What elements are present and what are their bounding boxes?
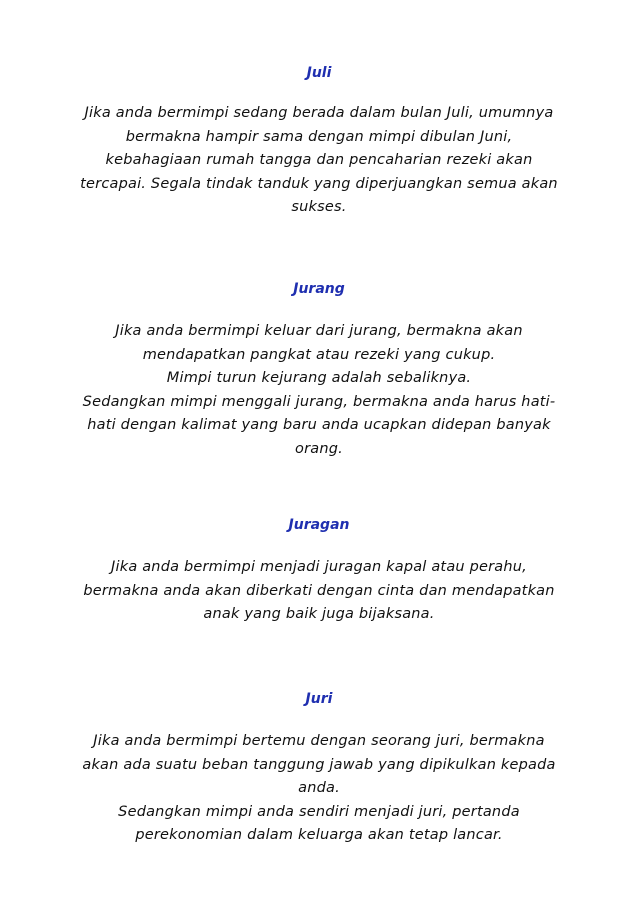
- body-line: perekonomian dalam keluarga akan tetap lancar.: [135, 827, 503, 843]
- body-line: Jika anda bermimpi bertemu dengan seorang juri, bermakna: [93, 733, 545, 749]
- entry-title: Juli: [306, 65, 332, 81]
- body-line: Sedangkan mimpi anda sendiri menjadi juri, pertanda: [118, 803, 520, 820]
- body-line: hati dengan kalimat yang baru anda ucapkan didepan banyak: [87, 417, 551, 433]
- body-line: sukses.: [291, 199, 347, 215]
- body-line: mendapatkan pangkat atau rezeki yang cukup.: [142, 346, 496, 363]
- entry-body: [50, 730, 588, 848]
- body-line: orang.: [295, 440, 343, 457]
- body-line: anak yang baik juga bijaksana.: [203, 606, 435, 622]
- body-line: bermakna anda akan diberkati dengan cinta dan mendapatkan: [83, 582, 555, 599]
- body-line: anda.: [298, 780, 340, 796]
- entry-title: Jurang: [293, 281, 345, 297]
- body-line: Jika anda bermimpi sedang berada dalam bulan Juli, umumnya: [84, 105, 554, 121]
- entry-body: [50, 556, 588, 627]
- body-line: tercapai. Segala tindak tanduk yang diperjuangkan semua akan: [80, 175, 558, 192]
- entry-title: Juragan: [288, 517, 350, 533]
- body-line: Jika anda bermimpi menjadi juragan kapal atau perahu,: [111, 559, 527, 575]
- body-line: Mimpi turun kejurang adalah sebaliknya.: [166, 370, 472, 386]
- entry-juli: [50, 60, 588, 220]
- entry-jurang: [50, 276, 588, 461]
- body-line: kebahagiaan rumah tangga dan pencaharian rezeki akan: [105, 152, 533, 168]
- body-line: bermakna hampir sama dengan mimpi dibulan Juni,: [125, 128, 513, 145]
- entry-title: Juri: [305, 691, 333, 707]
- entry-juri: [50, 686, 588, 848]
- body-line: Sedangkan mimpi menggali jurang, bermakna anda harus hati-: [82, 393, 556, 410]
- entry-juragan: [50, 512, 588, 627]
- body-line: akan ada suatu beban tanggung jawab yang dipikulkan kepada: [82, 756, 556, 773]
- entry-body: [50, 320, 588, 461]
- entry-body: [50, 102, 588, 220]
- body-line: Jika anda bermimpi keluar dari jurang, bermakna akan: [115, 323, 523, 339]
